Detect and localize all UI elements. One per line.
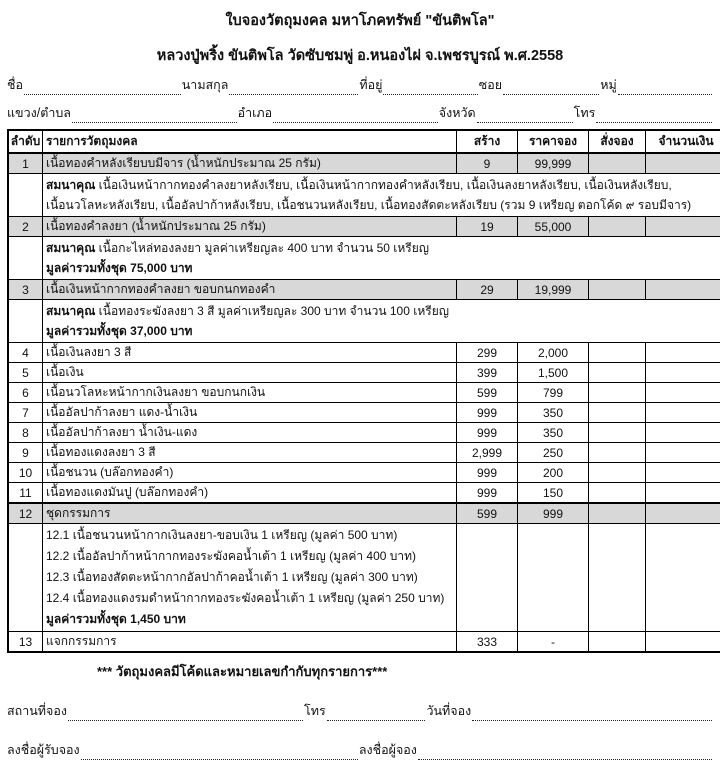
form-line-name [7,77,713,95]
cell-order-qty [589,363,646,383]
order-table-header [8,130,720,153]
cell-index: 2 [8,217,43,237]
cell-item-name: เนื้อนวโลหะหน้ากากเงินลงยา ขอบกนกเงิน [43,383,457,403]
cell-index-empty [8,300,43,343]
order-table-body [8,153,720,652]
cell-item-name: แจกกรรมการ [43,632,457,653]
cell-quantity-made [457,524,518,632]
field-label: หมู่ [600,75,616,95]
cell-order-qty [589,443,646,463]
field-label: ชื่อ [7,75,23,95]
cell-amount [646,463,720,483]
cell-quantity-made: 999 [457,463,518,483]
cell-reserve-price: 19,999 [518,280,589,300]
cell-reserve-price: 55,000 [518,217,589,237]
cell-item-name: ชุดกรรมการ [43,503,457,524]
order-table [7,129,720,653]
cell-quantity-made: 599 [457,383,518,403]
cell-reserve-price: 799 [518,383,589,403]
cell-item-name: เนื้ออัลปาก้าลงยา น้ำเงิน-แดง [43,423,457,443]
form-line-signatures [7,742,713,760]
column-header: สั่งจอง [589,130,646,153]
cell-amount [646,423,720,443]
cell-reserve-price: 150 [518,483,589,504]
cell-order-qty [589,503,646,524]
cell-index: 5 [8,363,43,383]
table-row [8,280,720,300]
cell-order-qty [589,280,646,300]
dotted-fill-area [472,708,712,721]
table-row [8,632,720,653]
column-header: ราคาจอง [518,130,589,153]
cell-order-qty [589,217,646,237]
cell-index: 10 [8,463,43,483]
field-label: ที่อยู่ [359,75,382,95]
cell-amount [646,280,720,300]
field-label: โทร [304,701,326,721]
cell-item-name: เนื้อเงินลงยา 3 สี [43,343,457,363]
table-row [8,343,720,363]
cell-amount [646,483,720,504]
page-title: ใบจองวัตถุมงคล มหาโภคทรัพย์ "ขันติพโล" [7,9,713,32]
dotted-fill-area [68,708,303,721]
cell-index: 9 [8,443,43,463]
bonus-line: สมนาคุณ เนื้อกะไหล่ทองลงยา มูลค่าเหรียญละ 400 บาท จำนวน 50 เหรียญ [46,238,720,258]
cell-index-empty [8,524,43,632]
bonus-row [8,237,720,280]
cell-index: 3 [8,280,43,300]
cell-amount [646,443,720,463]
cell-index: 4 [8,343,43,363]
cell-reserve-price: 99,999 [518,153,589,174]
cell-reserve-price: 2,000 [518,343,589,363]
cell-order-qty [589,463,646,483]
page-subtitle: หลวงปู่พริ้ง ขันติพโล วัดซับชมพู่ อ.หนองไผ่ จ.เพชรบูรณ์ พ.ศ.2558 [7,44,713,67]
field-label: จังหวัด [439,103,476,123]
cell-set-details [43,524,457,632]
cell-bonus-description [43,300,720,343]
bonus-line: สมนาคุณ เนื้อเงินหน้ากากทองคำลงยาหลังเรียบ, เนื้อเงินหน้ากากทองคำหลังเรียบ, เนื้อเงินลงยาหลังเรียบ, เนื้อเงินหลังเรียบ, [46,175,720,195]
cell-item-name: เนื้อเงิน [43,363,457,383]
cell-reserve-price: 350 [518,403,589,423]
cell-quantity-made: 599 [457,503,518,524]
bonus-line: 12.4 เนื้อทองแดงรมดำหน้ากากทองระฆังคอน้ำเต้า 1 เหรียญ (มูลค่า 250 บาท) [46,588,453,609]
cell-quantity-made: 999 [457,483,518,504]
dotted-fill-area [503,82,599,95]
column-header: ลำดับ [8,130,43,153]
bonus-line: 12.3 เนื้อทองสัดตะหน้ากากอัลปาก้าคอน้ำเต้า 1 เหรียญ (มูลค่า 300 บาท) [46,567,453,588]
cell-quantity-made: 399 [457,363,518,383]
dotted-fill-area [327,708,426,721]
cell-bonus-description [43,237,720,280]
cell-order-qty [589,383,646,403]
table-row [8,217,720,237]
cell-order-qty [589,153,646,174]
bonus-line: เนื้อนวโลหะหลังเรียบ, เนื้ออัลปาก้าหลังเรียบ, เนื้อชนวนหลังเรียบ, เนื้อทองสัดตะหลังเรียบ (รวม 9 เหรียญ ตอกโค้ด ๙ รอบมีจาร) [46,195,720,215]
cell-quantity-made: 9 [457,153,518,174]
cell-quantity-made: 999 [457,403,518,423]
field-label: อำเภอ [238,103,273,123]
cell-index: 8 [8,423,43,443]
cell-amount [646,383,720,403]
bonus-line: สมนาคุณ เนื้อทองระฆังลงยา 3 สี มูลค่าเหรียญละ 300 บาท จำนวน 100 เหรียญ [46,301,720,321]
dotted-fill-area [229,82,358,95]
cell-item-name: เนื้อทองแดงมันปู (บล๊อกทองคำ) [43,483,457,504]
cell-amount [646,524,720,632]
cell-reserve-price: - [518,632,589,653]
cell-amount [646,217,720,237]
form-line-place [7,703,713,721]
header-row [8,130,720,153]
cell-quantity-made: 29 [457,280,518,300]
form-line-address [7,105,713,123]
cell-order-qty [589,343,646,363]
table-row [8,363,720,383]
table-row [8,403,720,423]
dotted-fill-area [72,110,237,123]
cell-order-qty [589,632,646,653]
dotted-fill-area [273,110,438,123]
field-label: ลงชื่อผู้รับจอง [7,740,80,760]
code-note: *** วัตถุมงคลมีโค้ดและหมายเลขกำกับทุกรายการ*** [97,661,713,682]
cell-reserve-price: 200 [518,463,589,483]
cell-amount [646,503,720,524]
cell-quantity-made: 2,999 [457,443,518,463]
dotted-fill-area [596,110,712,123]
cell-item-name: เนื้อทองแดงลงยา 3 สี [43,443,457,463]
cell-item-name: เนื้อทองคำหลังเรียบบมีจาร (น้ำหนักประมาณ 25 กรัม) [43,153,457,174]
column-header: สร้าง [457,130,518,153]
bonus-line: 12.2 เนื้ออัลปาก้าหน้ากากทองระฆังคอน้ำเต้า 1 เหรียญ (มูลค่า 400 บาท) [46,546,453,567]
bonus-line: มูลค่ารวมทั้งชุด 37,000 บาท [46,321,720,341]
field-label: วันที่จอง [426,701,471,721]
field-label: โทร [574,103,596,123]
cell-quantity-made: 299 [457,343,518,363]
cell-index: 11 [8,483,43,504]
dotted-fill-area [618,82,712,95]
cell-reserve-price [518,524,589,632]
table-row [8,153,720,174]
dotted-fill-area [418,747,712,760]
dotted-fill-area [24,82,181,95]
bonus-line: มูลค่ารวมทั้งชุด 1,450 บาท [46,609,453,630]
dotted-fill-area [477,110,573,123]
cell-quantity-made: 333 [457,632,518,653]
column-header: รายการวัตถุมงคล [43,130,457,153]
cell-item-name: เนื้อทองคำลงยา (น้ำหนักประมาณ 25 กรัม) [43,217,457,237]
cell-index-empty [8,174,43,217]
cell-amount [646,632,720,653]
cell-order-qty [589,483,646,504]
column-header: จำนวนเงิน [646,130,720,153]
cell-quantity-made: 19 [457,217,518,237]
cell-item-name: เนื้อชนวน (บล๊อกทองคำ) [43,463,457,483]
field-label: สถานที่จอง [7,701,67,721]
cell-amount [646,403,720,423]
bonus-row [8,174,720,217]
bonus-line: 12.1 เนื้อชนวนหน้ากากเงินลงยา-ขอบเงิน 1 เหรียญ (มูลค่า 500 บาท) [46,525,453,546]
cell-reserve-price: 1,500 [518,363,589,383]
cell-bonus-description [43,174,720,217]
field-label: ซอย [479,75,502,95]
table-row [8,463,720,483]
cell-index-empty [8,237,43,280]
cell-quantity-made: 999 [457,423,518,443]
cell-reserve-price: 250 [518,443,589,463]
cell-index: 6 [8,383,43,403]
cell-item-name: เนื้อเงินหน้ากากทองคำลงยา ขอบกนกทองคำ [43,280,457,300]
field-label: ลงชื่อผู้จอง [359,740,417,760]
table-row [8,423,720,443]
cell-amount [646,343,720,363]
table-row [8,383,720,403]
field-label: นามสกุล [182,75,229,95]
field-label: แขวง/ตำบล [7,103,71,123]
table-row [8,503,720,524]
cell-index: 1 [8,153,43,174]
cell-order-qty [589,403,646,423]
bonus-row [8,524,720,632]
cell-amount [646,153,720,174]
cell-item-name: เนื้ออัลปาก้าลงยา แดง-น้ำเงิน [43,403,457,423]
cell-index: 7 [8,403,43,423]
dotted-fill-area [383,82,477,95]
cell-reserve-price: 350 [518,423,589,443]
dotted-fill-area [81,747,358,760]
cell-amount [646,363,720,383]
cell-index: 12 [8,503,43,524]
cell-order-qty [589,524,646,632]
table-row [8,483,720,504]
cell-order-qty [589,423,646,443]
cell-index: 13 [8,632,43,653]
cell-reserve-price: 999 [518,503,589,524]
bonus-row [8,300,720,343]
bonus-line: มูลค่ารวมทั้งชุด 75,000 บาท [46,258,720,278]
table-row [8,443,720,463]
